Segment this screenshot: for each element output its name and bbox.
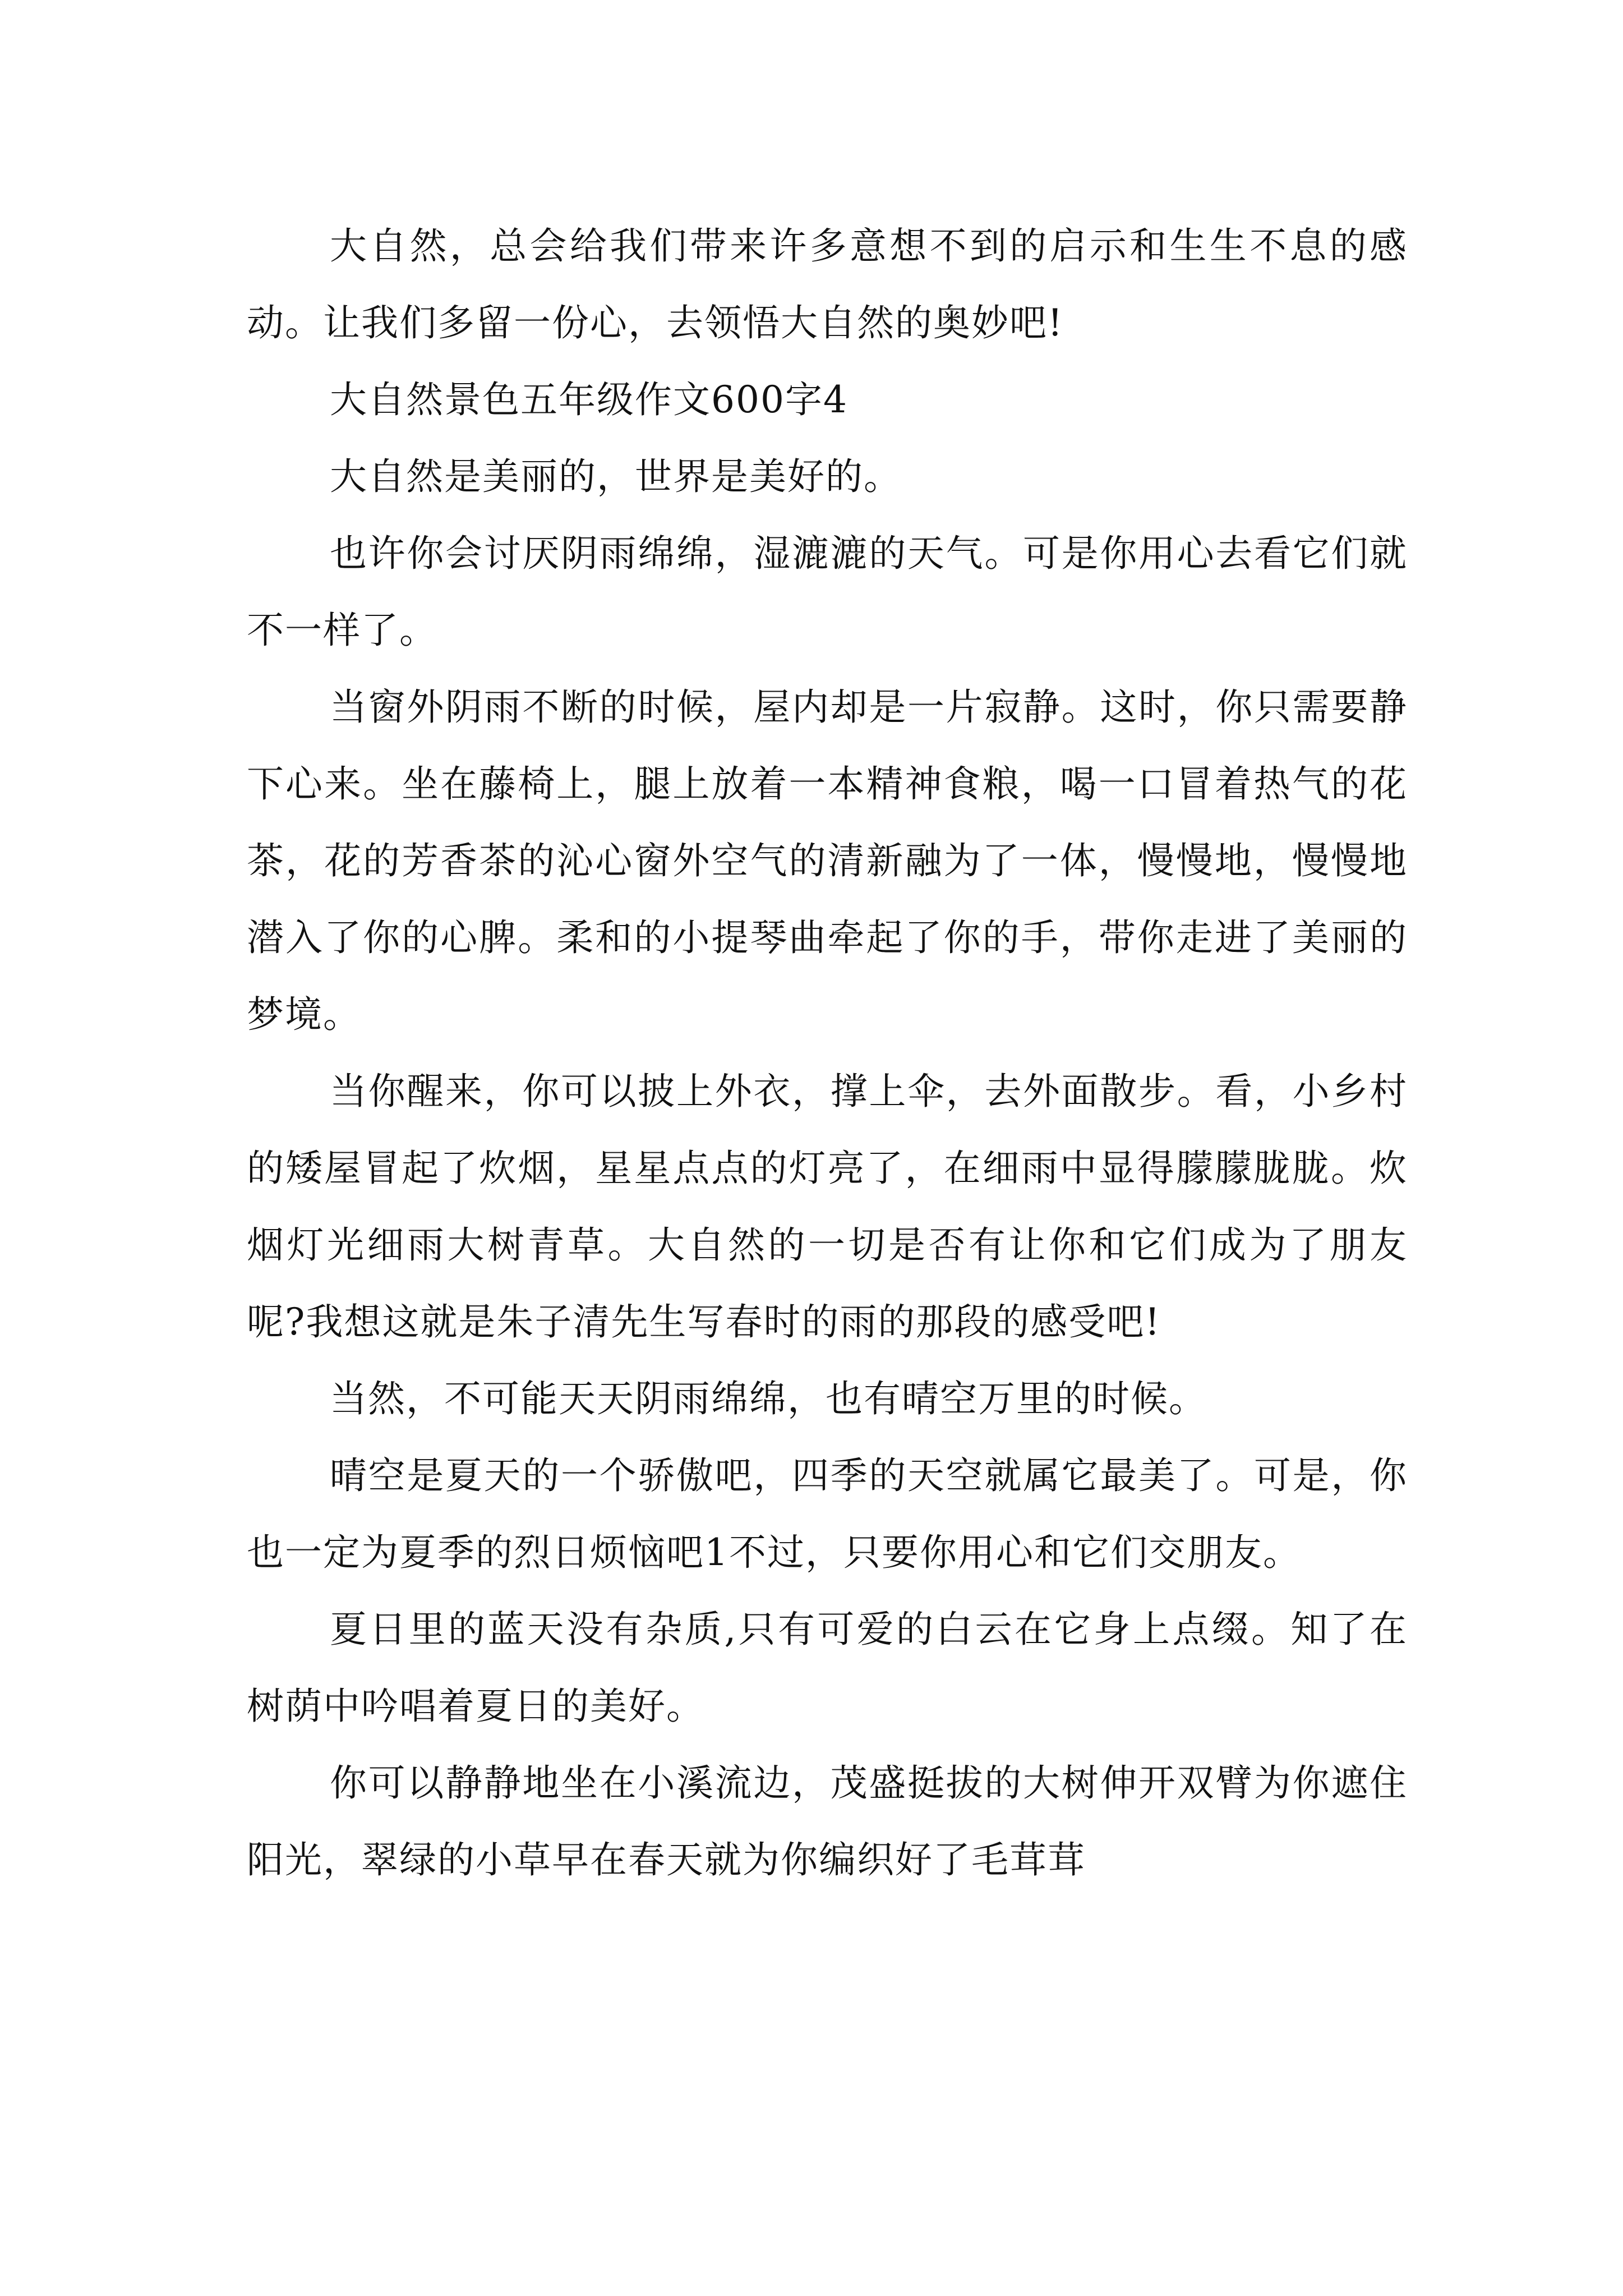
- paragraph: 大自然是美丽的，世界是美好的。: [330, 455, 902, 498]
- paragraph: 当你醒来，你可以披上外衣，撑上伞，去外面散步。看，小乡村的矮屋冒起了炊烟，星星点点的灯亮了，在细雨中显得朦朦胧胧。炊烟灯光细雨大树青草。大自然的一切是否有让你和它们成为了朋友呢?我想这就是朱子清先生写春时的雨的那段的感受吧!: [247, 1070, 1408, 1343]
- paragraph: 你可以静静地坐在小溪流边，茂盛挺拔的大树伸开双臂为你遮住阳光，翠绿的小草早在春天就为你编织好了毛茸茸: [247, 1761, 1408, 1881]
- article-body: [247, 208, 1408, 1898]
- paragraph: 晴空是夏天的一个骄傲吧，四季的天空就属它最美了。可是，你也一定为夏季的烈日烦恼吧1不过，只要你用心和它们交朋友。: [247, 1454, 1408, 1574]
- paragraph: 也许你会讨厌阴雨绵绵，湿漉漉的天气。可是你用心去看它们就不一样了。: [247, 532, 1408, 652]
- paragraph: 大自然，总会给我们带来许多意想不到的启示和生生不息的感动。让我们多留一份心，去领悟大自然的奥妙吧!: [247, 224, 1408, 344]
- paragraph: 当窗外阴雨不断的时候，屋内却是一片寂静。这时，你只需要静下心来。坐在藤椅上，腿上放着一本精神食粮，喝一口冒着热气的花茶，花的芳香茶的沁心窗外空气的清新融为了一体，慢慢地，慢慢地潜入了你的心脾。柔和的小提琴曲牵起了你的手，带你走进了美丽的梦境。: [247, 685, 1408, 1036]
- paragraph: 当然，不可能天天阴雨绵绵，也有晴空万里的时候。: [330, 1377, 1207, 1420]
- article-title: 大自然景色五年级作文600字4: [330, 378, 848, 421]
- paragraph: 夏日里的蓝天没有杂质,只有可爱的白云在它身上点缀。知了在树荫中吟唱着夏日的美好。: [247, 1608, 1408, 1728]
